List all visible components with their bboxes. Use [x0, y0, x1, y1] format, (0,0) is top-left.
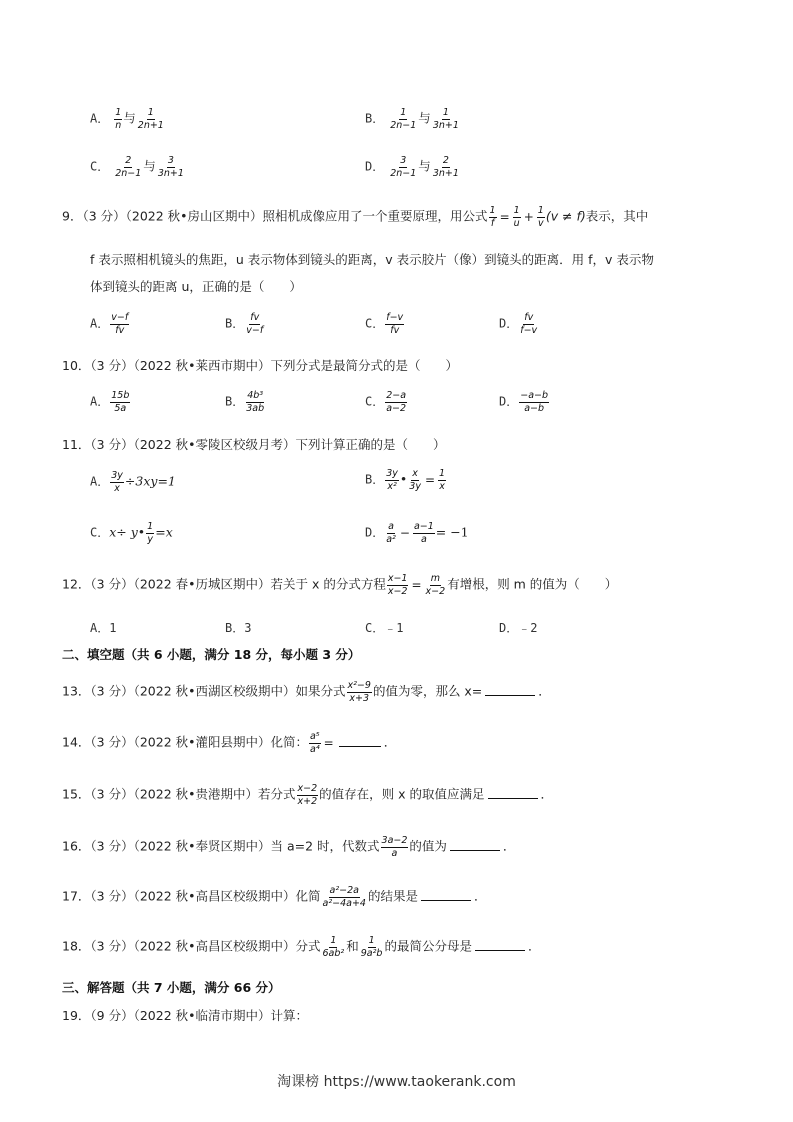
fraction: $\frac{x-1}{x-2}$: [387, 573, 408, 597]
section-heading-fill-in: 二、填空题（共 6 小题，满分 18 分，每小题 3 分）: [62, 647, 361, 662]
q12-option-b: B．3: [225, 621, 252, 635]
fraction: $\frac{a-1}{a}$: [413, 521, 434, 545]
fraction: $\frac{3a-2}{a}$: [381, 835, 408, 859]
fraction: $\frac{15b}{5a}$: [111, 390, 130, 414]
fraction: $\frac{x-2}{x+2}$: [297, 783, 318, 807]
answer-blank[interactable]: [450, 838, 500, 851]
fraction: $\frac{1}{x}$: [439, 468, 446, 492]
fraction: $\frac{2}{3n+1}$: [432, 155, 459, 179]
fraction: $\frac{a}{\text{a²}}$: [386, 521, 396, 545]
q10-option-c: C． $\frac{2-a}{a-2}$: [365, 390, 407, 414]
fraction: $\frac{3}{3n+1}$: [157, 155, 184, 179]
q9-option-d: D． $\frac{fv}{f-v}$: [499, 312, 538, 336]
fraction: $\frac{1}{u}$: [513, 205, 520, 229]
question-15: 15．（3 分）（2022 秋•贵港期中）若分式 $\frac{x-2}{x+2}$ 的值存在，则 x 的取值应满足 ．: [62, 783, 554, 807]
q8-option-a: A． $\frac{1}{n}$ 与 $\frac{1}{2n+1}$: [90, 107, 164, 131]
q11-option-d: D． $\frac{a}{\text{a²}}$ − $\frac{a-1}{a}$ = −1: [365, 521, 469, 545]
fraction: $\frac{fv}{f-v}$: [520, 312, 538, 336]
fraction: $\frac{3y}{\text{x²}}$: [386, 468, 398, 492]
fraction: $\frac{\text{x²−9}}{x+3}$: [347, 680, 371, 704]
question-14: 14．（3 分）（2022 秋•灌阳县期中）化简： $\frac{\text{a⁵}}{\text{a⁴}}$ = ．: [62, 731, 397, 755]
question-10: 10．（3 分）（2022 秋•莱西市期中）下列分式是最简分式的是（ ）: [62, 358, 458, 373]
q12-option-d: D．﹣2: [499, 621, 538, 635]
fraction: $\frac{1}{v}$: [537, 205, 544, 229]
fraction: $\frac{m}{x-2}$: [425, 573, 446, 597]
fraction: $\frac{1}{\text{9a²b}}$: [360, 935, 383, 959]
fraction: $\frac{x}{3y}$: [409, 468, 421, 492]
answer-blank[interactable]: [485, 683, 535, 696]
question-19: 19．（9 分）（2022 秋•临清市期中）计算：: [62, 1008, 308, 1023]
fraction: $\frac{1}{3n+1}$: [432, 107, 459, 131]
fraction: $\frac{1}{2n+1}$: [137, 107, 164, 131]
question-11: 11．（3 分）（2022 秋•零陵区校级月考）下列计算正确的是（ ）: [62, 437, 446, 452]
fraction: $\frac{f-v}{fv}$: [386, 312, 404, 336]
fraction: $\frac{3y}{x}$: [111, 470, 123, 494]
question-12: 12．（3 分）（2022 春•历城区期中）若关于 x 的分式方程 $\frac{x-1}{x-2}$ = $\frac{m}{x-2}$ 有增根，则 m 的值为（ ）: [62, 573, 618, 597]
fraction: $\frac{1}{f}$: [489, 205, 496, 229]
q11-option-c: C．x÷ y• $\frac{1}{y}$ =x: [90, 521, 173, 545]
fraction: $\frac{1}{2n-1}$: [390, 107, 417, 131]
fraction: $\frac{v-f}{fv}$: [111, 312, 129, 336]
fraction: $\frac{\text{4b³}}{3ab}$: [246, 390, 265, 414]
question-9-line-3: 体到镜头的距离 u，正确的是（ ）: [90, 279, 302, 294]
fraction: $\frac{1}{n}$: [115, 107, 122, 131]
footer-watermark: 淘课榜 https://www.taokerank.com: [277, 1074, 516, 1090]
fraction: $\frac{2}{2n-1}$: [115, 155, 142, 179]
fraction: $\frac{\text{a⁵}}{\text{a⁴}}$: [310, 731, 320, 755]
q10-option-d: D． $\frac{-a-b}{a-b}$: [499, 390, 549, 414]
q11-option-a: A． $\frac{3y}{x}$ ÷3xy=1: [90, 470, 176, 494]
fraction: $\frac{3}{2n-1}$: [390, 155, 417, 179]
fraction: $\frac{fv}{v-f}$: [246, 312, 264, 336]
q9-option-a: A． $\frac{v-f}{fv}$: [90, 312, 129, 336]
question-18: 18．（3 分）（2022 秋•高昌区校级期中）分式 $\frac{1}{\text{6ab²}}$ 和 $\frac{1}{\text{9a²b}}$ 的最简公分母是 ．: [62, 935, 541, 959]
answer-blank[interactable]: [421, 888, 471, 901]
fraction: $\frac{2-a}{a-2}$: [386, 390, 407, 414]
question-9-line-2: f 表示照相机镜头的焦距，u 表示物体到镜头的距离，v 表示胶片（像）到镜头的距离．用 f，v 表示物: [90, 252, 654, 267]
q9-option-c: C． $\frac{f-v}{fv}$: [365, 312, 404, 336]
question-9-line-1: 9．（3 分）（2022 秋•房山区期中）照相机成像应用了一个重要原理，用公式 $\frac{1}{f}$ = $\frac{1}{u}$ + $\frac{1}{v}$ (v ≠ f)表示，其中: [62, 205, 649, 229]
question-16: 16．（3 分）（2022 秋•奉贤区期中）当 a=2 时，代数式 $\frac{3a-2}{a}$ 的值为 ．: [62, 835, 516, 859]
q9-option-b: B． $\frac{fv}{v-f}$: [225, 312, 264, 336]
question-13: 13．（3 分）（2022 秋•西湖区校级期中）如果分式 $\frac{\text{x²−9}}{x+3}$ 的值为零，那么 x= ．: [62, 680, 551, 704]
q8-option-b: B． $\frac{1}{2n-1}$ 与 $\frac{1}{3n+1}$: [365, 107, 459, 131]
fraction: $\frac{-a-b}{a-b}$: [520, 390, 549, 414]
q8-option-d: D． $\frac{3}{2n-1}$ 与 $\frac{2}{3n+1}$: [365, 155, 459, 179]
q8-option-c: C． $\frac{2}{2n-1}$ 与 $\frac{3}{3n+1}$: [90, 155, 184, 179]
q12-option-a: A．1: [90, 621, 117, 635]
fraction: $\frac{1}{\text{6ab²}}$: [322, 935, 345, 959]
q10-option-b: B． $\frac{\text{4b³}}{3ab}$: [225, 390, 265, 414]
answer-blank[interactable]: [339, 734, 381, 747]
section-heading-solve: 三、解答题（共 7 小题，满分 66 分）: [62, 980, 281, 995]
answer-blank[interactable]: [488, 786, 538, 799]
q10-option-a: A． $\frac{15b}{5a}$: [90, 390, 130, 414]
fraction: $\frac{1}{y}$: [147, 521, 154, 545]
answer-blank[interactable]: [475, 938, 525, 951]
q12-option-c: C．﹣1: [365, 621, 404, 635]
q11-option-b: B． $\frac{3y}{\text{x²}}$ • $\frac{x}{3y}$ = $\frac{1}{x}$: [365, 468, 446, 492]
fraction: $\frac{\text{a²−2a}}{\text{a²−4a+4}}$: [322, 885, 366, 909]
question-17: 17．（3 分）（2022 秋•高昌区校级期中）化简 $\frac{\text{a²−2a}}{\text{a²−4a+4}}$ 的结果是 ．: [62, 885, 487, 909]
